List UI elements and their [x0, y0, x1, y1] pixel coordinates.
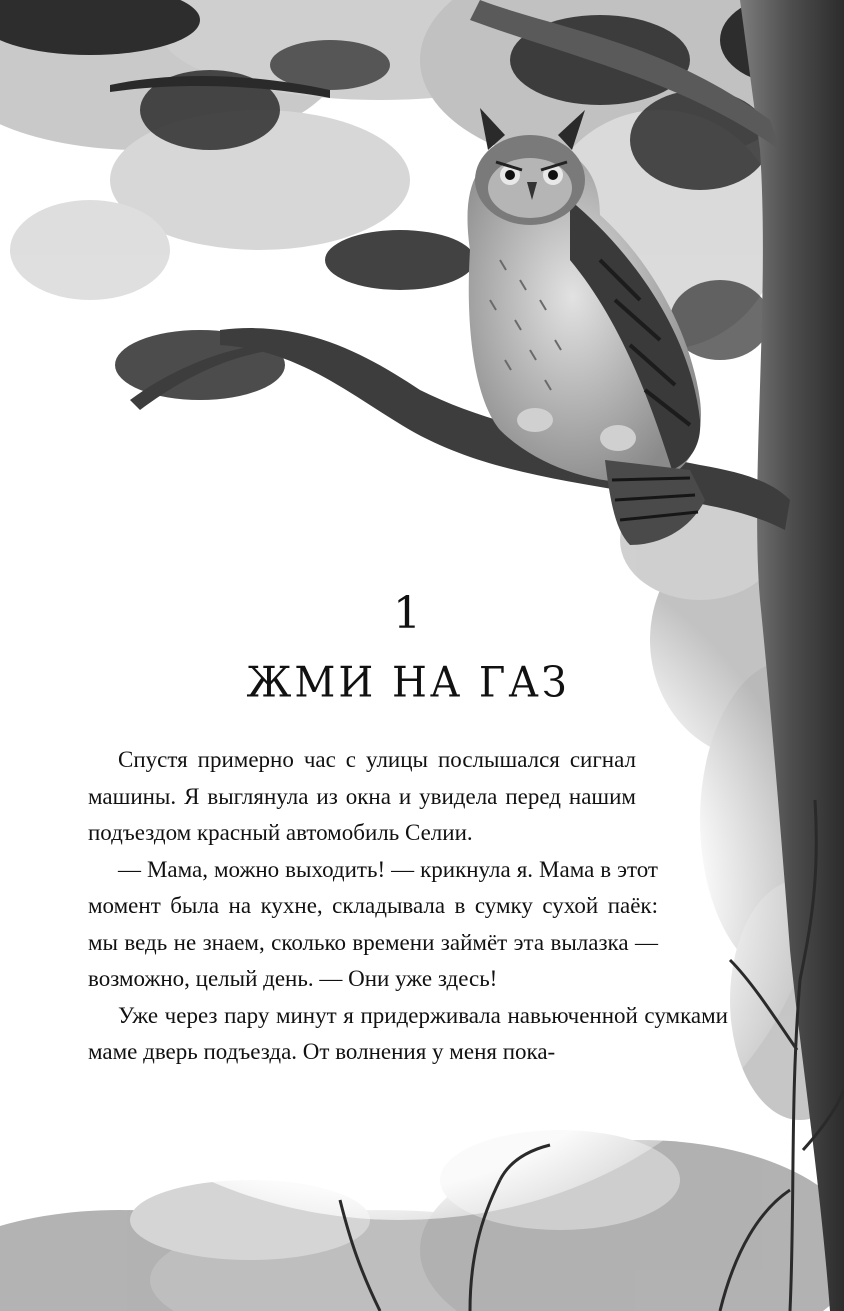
chapter-body — [88, 742, 728, 1071]
chapter-title: ЖМИ НА ГАЗ — [246, 658, 570, 708]
paragraph: Уже через пару минут я придерживала навьюченной сумками маме дверь подъезда. От волнения у меня пока- — [88, 1002, 728, 1064]
paragraph: Спустя примерно час с улицы послышался сигнал машины. Я выглянула из окна и увидела перед нашим подъездом красный автомобиль Селии. — [88, 747, 636, 845]
chapter-number: 1 — [393, 588, 423, 639]
paragraph: — Мама, можно выходить! — крикнула я. Мама в этот момент была на кухне, складывала в сумку сухой паёк: мы ведь не знаем, сколько времени займёт эта вылазка — возможно, целый день. — Они уже здесь! — [88, 856, 658, 991]
